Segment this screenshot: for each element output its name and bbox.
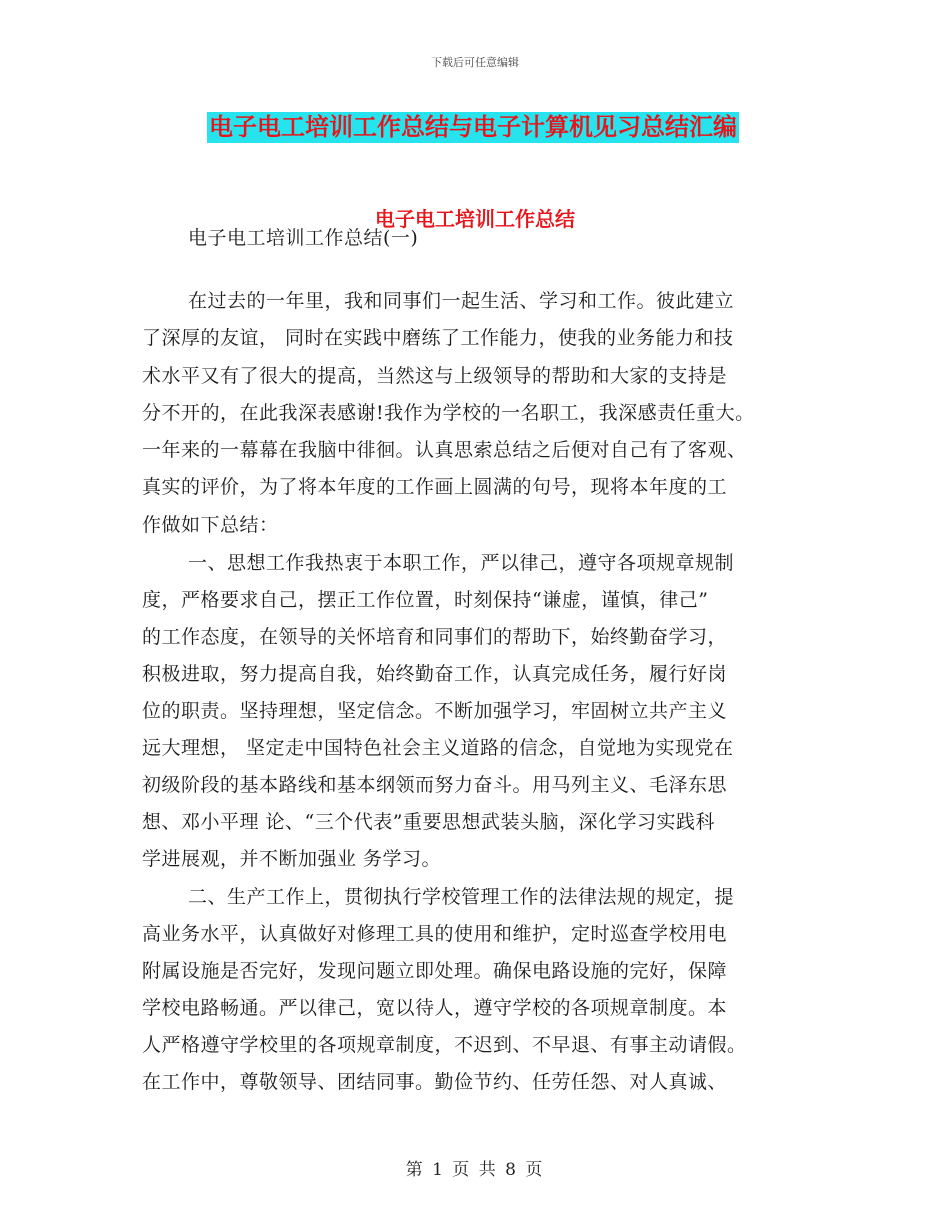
body-line: 真实的评价，为了将本年度的工作画上圆满的句号，现将本年度的工 — [142, 476, 728, 498]
section-title: 电子电工培训工作总结 — [375, 207, 575, 231]
body-line: 一年来的一幕幕在我脑中徘徊。认真思索总结之后便对自己有了客观、 — [142, 439, 747, 461]
body-line: 高业务水平，认真做好对修理工具的使用和维护，定时巡查学校用电 — [142, 923, 728, 945]
body-line: 人严格遵守学校里的各项规章制度，不迟到、不早退、有事主动请假。 — [142, 1034, 747, 1056]
body-line: 位的职责。坚持理想，坚定信念。不断加强学习，牢固树立共产主义 — [142, 700, 728, 722]
body-line: 初级阶段的基本路线和基本纲领而努力奋斗。用马列主义、毛泽东思 — [142, 774, 728, 796]
body-line: 想、邓小平理 论、“三个代表”重要思想武装头脑，深化学习实践科 — [142, 811, 715, 833]
body-line: 分不开的，在此我深表感谢!我作为学校的一名职工，我深感责任重大。 — [142, 402, 755, 424]
body-line: 学校电路畅通。严以律己，宽以待人，遵守学校的各项规章制度。本 — [142, 997, 728, 1019]
body-line: 学进展观，并不断加强业 务学习。 — [142, 848, 442, 870]
body-line: 术水平又有了很大的提高，当然这与上级领导的帮助和大家的支持是 — [142, 365, 728, 387]
body-line: 了深厚的友谊， 同时在实践中磨练了工作能力，使我的业务能力和技 — [142, 327, 734, 349]
body-line: 度，严格要求自己，摆正工作位置，时刻保持“谦虚，谨慎，律己” — [142, 589, 709, 611]
page-footer: 第 1 页 共 8 页 — [405, 1160, 545, 1180]
subheading: 电子电工培训工作总结(一) — [188, 227, 419, 249]
body-line: 的工作态度，在领导的关怀培育和同事们的帮助下，始终勤奋学习， — [142, 626, 728, 648]
body-line: 积极进取，努力提高自我，始终勤奋工作，认真完成任务，履行好岗 — [142, 663, 728, 685]
body-line: 作做如下总结： — [142, 514, 279, 536]
body-line: 远大理想， 坚定走中国特色社会主义道路的信念，自觉地为实现党在 — [142, 737, 734, 759]
body-line: 一、思想工作我热衷于本职工作，严以律己，遵守各项规章规制 — [188, 552, 735, 574]
body-line: 在过去的一年里，我和同事们一起生活、学习和工作。彼此建立 — [188, 290, 735, 312]
body-line: 二、生产工作上，贯彻执行学校管理工作的法律法规的规定，提 — [188, 886, 735, 908]
body-line: 在工作中，尊敬领导、团结同事。勤俭节约、任劳任怨、对人真诚、 — [142, 1071, 728, 1093]
document-title: 电子电工培训工作总结与电子计算机见习总结汇编 — [209, 113, 737, 141]
body-line: 附属设施是否完好，发现问题立即处理。确保电路设施的完好，保障 — [142, 960, 728, 982]
header-note: 下载后可任意编辑 — [431, 56, 519, 69]
